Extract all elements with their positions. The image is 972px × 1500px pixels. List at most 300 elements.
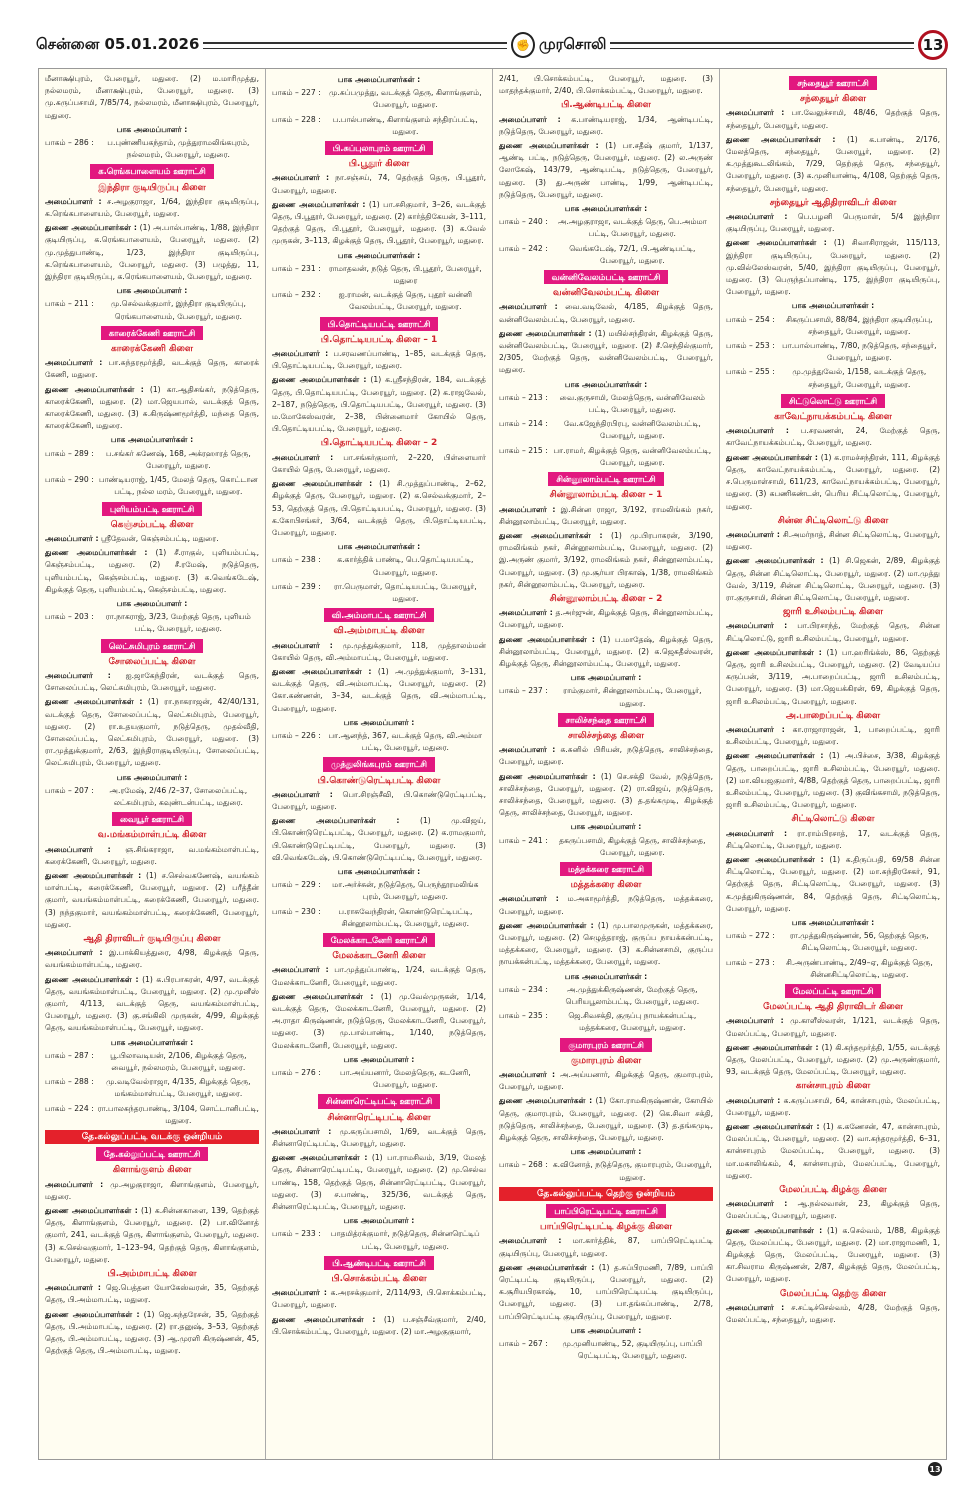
role-label: அமைப்பாளர் : (272, 173, 330, 183)
entry-text: (1) அ.முத்துக்குமார், 3–131, வடக்குத் தெரு, வி.அம்மாபட்டி, பேரையூர், மதுரை. (2) கோ.கண்ணன், 3–34, வடக்குத் தெரு, வி.அம்மாபட்டி, பேரையூர், மதுரை. (272, 666, 486, 713)
organizer-paragraph (272, 789, 486, 813)
entry-text: ப.சரவணன், 24, மேற்குத் தெரு, காவேட்நாயக்கம்பட்டி, பேரையூர், மதுரை. (726, 426, 940, 448)
section-subheading: பாக அமைப்பாளர் : (570, 673, 642, 683)
booth-agent: க.கார்த்திக் பாண்டி, பெ.தொட்டியபட்டி, பேரையூர், மதுரை. (337, 555, 474, 577)
branch-heading: சின்னூலாம்பட்டி கிளை – 1 (549, 490, 663, 501)
booth-agent: பா.ராமர், கிழக்குத் தெரு, வன்னிவேலம்பட்டி, பேரையூர், மதுரை. (553, 445, 712, 467)
booth-number: பாகம் – 267 : (499, 1339, 548, 1349)
booth-agent: பா.ஆனந்த், 367, வடக்குத் தெரு, வி.அம்மா பட்டி, பேரையூர், மதுரை. (328, 730, 483, 753)
deputy-organizers-paragraph (45, 222, 259, 283)
organizer-paragraph (272, 1126, 486, 1150)
booth-number: பாகம் – 276 : (272, 1068, 321, 1078)
booth-number: பாகம் – 227 : (272, 88, 321, 98)
organizer-paragraph (726, 107, 940, 131)
role-label: அமைப்பாளர் : (499, 302, 558, 312)
branch-heading: காரைக்கேணி கிளை (110, 344, 194, 355)
entry-text: (1) ரா.நாகராஜன், 42/40/131, வடக்குத் தெரு, சோலைப்பட்டி, லெட்சுமிபுரம், பேரையூர், மதுரை. (2) ரா.உதயகுமார், நடுத்தெரு, முதல்வீதி, சோலைப்பட்டி, லெட்சுமிபுரம், பேரையூர், மதுரை. (3) ரா.முத்துக்குமார், 2/63, இந்திராகுடியிருப்பு, சோலைப்பட்டி, லெட்சுமிபுரம், பேரையூர், மதுரை. (45, 697, 259, 768)
role-label: அமைப்பாளர் : (45, 844, 111, 854)
branch-heading: வி.அம்மாபட்டி கிளை (333, 626, 425, 637)
deputy-organizers-paragraph (272, 666, 486, 715)
organizer-paragraph (272, 640, 486, 664)
booth-agent: தகருப்பசாமி, கிழக்குத் தெரு, சாலிச்சந்தை, பேரையூர், மதுரை. (559, 835, 706, 857)
panchayat-banner: பாப்பிரெட்டிபட்டி ஊராட்சி (546, 1204, 666, 1218)
booth-entry (272, 879, 486, 903)
role-label: துணை அமைப்பாளர்கள் : (272, 199, 366, 209)
branch-heading: பாப்பிரெட்டிபட்டி கிழக்கு கிளை (540, 1222, 672, 1233)
role-label: துணை அமைப்பாளர்கள் : (726, 452, 818, 462)
page-number-badge: 13 (918, 30, 948, 60)
booth-agent: சி.அருண்பாண்டி, 2/49–ஏ, கிழக்குத் தெரு, சின்னசிட்டிலொட்டி, மதுரை. (785, 957, 933, 979)
entry-text: இ.சின்ன ராஜா, 3/192, ராமலிங்கம் நகர், சின்னூலாம்பட்டி, பேரையூர், மதுரை. (499, 504, 713, 526)
role-label: அமைப்பாளர் : (272, 965, 329, 975)
section-subheading: பாக அமைப்பாளர் : (570, 1147, 642, 1157)
booth-number: பாகம் – 255 : (726, 367, 775, 377)
entry-text: (1) பா.ஹரிங்க்ஸ், 86, தெற்குத் தெரு, ஜாரி உசிலம்பட்டி, பேரையூர், மதுரை. (2) வேடியப்ப கருப்பன், 3/119, அ.பாறைப்பட்டி, ஜாரி உசிலம்பட்டி, பேரையூர், மதுரை. (3) மா.ஜெயக்கிரன், 69, கிழக்குத் தெரு, ஜாரி உசிலம்பட்டி, பேரையூர், மதுரை. (726, 647, 940, 706)
entry-text: க.பாண்டியராஜ், 1/34, ஆண்டிபட்டி, நடுத்தெரு, பேரையூர், மதுரை. (499, 114, 713, 136)
masthead-rule (203, 42, 507, 49)
entry-text: (1) க.பாண்டி, 2/176, மேலத்தெரு, சந்தையூர், பேரையூர், மதுரை. (2) க.முத்துகூடலிங்கம், 7/29, தெற்குத் தெரு, சந்தையூர், பேரையூர், மதுரை. (3) க.முனியாண்டி, 4/108, தெற்குத் தெரு, சந்தையூர், பேரையூர், மதுரை. (726, 134, 940, 193)
deputy-organizers-paragraph (726, 854, 940, 915)
deputy-organizers-paragraph (272, 199, 486, 248)
entry-text: வை.வடிவேல், 4/185, கிழக்குத் தெரு, வன்னிவேலம்பட்டி, பேரையூர், மதுரை. (499, 302, 713, 324)
role-label: துணை அமைப்பாளர்கள் : (726, 1042, 819, 1052)
booth-number: பாகம் – 226 : (272, 730, 321, 740)
deputy-organizers-paragraph (499, 920, 713, 969)
organizer-paragraph (272, 452, 486, 476)
branch-heading: பி.அம்மாபட்டி கிளை (107, 1269, 197, 1280)
branch-heading: கெஞ்சம்பட்டி கிளை (110, 519, 194, 530)
booth-agent: ப.புண்ணியகந்தாம், முத்துராமலிங்கபுரம், நல்லமரம், பேரையூர், மதுரை. (107, 138, 250, 160)
branch-heading: சந்தையூர் ஆதிதிராவிடர் கிளை (769, 197, 897, 208)
booth-agent: பா.அய்யனார், மேலத்தெரு, கடனேரி, பேரையூர், மதுரை. (340, 1068, 471, 1090)
role-label: துணை அமைப்பாளர்கள் : (45, 1206, 138, 1216)
entry-text: (1) ப.சஞ்சீவ்குமார், 2/40, பி.சொக்கம்பட்டி, பேரையூர், மதுரை. (2) மா.அழகுகுமார், (272, 1314, 486, 1336)
role-label: துணை அமைப்பாளர்கள் : (272, 375, 367, 385)
booth-number: பாகம் – 290 : (45, 475, 94, 485)
booth-agent: வே.கஜேந்திரபிரபு, வன்னிவேலம்பட்டி, பேரையூர், மதுரை. (563, 419, 701, 441)
branch-heading: இந்திரா குடியிருப்பு கிளை (98, 182, 206, 193)
booth-entry (45, 611, 259, 635)
booth-agent: ரா.பாலசுந்தரபாண்டி, 3/104, சொட்டானிபட்டி, மதுரை. (97, 1103, 259, 1125)
deputy-organizers-paragraph (499, 140, 713, 201)
section-subheading: பாக அமைப்பாளர்கள் : (791, 301, 875, 311)
booth-entry (499, 445, 713, 469)
branch-heading: வ.மங்கம்மாள்பட்டி கிளை (97, 830, 207, 841)
entry-text: (1) சி.ஜெகன், 2/89, கிழக்குத் தெரு, சின்ன சிட்டிலொட்டி, பேரையூர், மதுரை. (2) மா.முத்து வேல், 3/119, சின்ன சிட்டிலொட்டி, பேரையூர், மதுரை. (3) ரா.குருசாமி, சின்ன சிட்டிலொட்டி, பேரையூர், மதுரை. (726, 556, 941, 602)
entry-text: (1) மயில்சந்திரன், கிழக்குத் தெரு, வன்னிவேலம்பட்டி, பேரையூர், மதுரை. (2) சீ.செந்தில்குமார், 2/305, மேற்குத் தெரு, வன்னிவேலம்பட்டி, பேரையூர், மதுரை. (499, 328, 714, 375)
panchayat-banner: வன்னிவேலம்பட்டி ஊராட்சி (544, 270, 669, 284)
booth-number: பாகம் – 242 : (499, 243, 548, 253)
role-label: துணை அமைப்பாளர்கள் : (499, 771, 596, 781)
booth-number: பாகம் – 214 : (499, 419, 548, 429)
branch-heading: மேலப்பட்டி கிழக்கு கிளை (779, 1185, 887, 1196)
entry-text: ச.அழகுராஜா, 1/64, இந்திரா குடியிருப்பு, க.ரெங்கபாளையம், பேரையூர், மதுரை. (45, 196, 259, 219)
organizer-paragraph (499, 301, 713, 325)
deputy-organizers-paragraph (45, 547, 259, 596)
panchayat-banner: பி.சுப்புலாபுரம் ஊராட்சி (325, 141, 434, 155)
booth-agent: ஜெ.சிவசக்தி, குருப்பு நாயக்கன்பட்டி, மத்தக்கரை, பேரையூர், மதுரை. (568, 1011, 697, 1033)
organizer-paragraph (499, 504, 713, 528)
entry-text: பா.சுந்தரமூர்த்தி, வடக்குத் தெரு, காரைக் கேணி, மதுரை. (45, 358, 259, 380)
section-subheading: பாக அமைப்பாளர்கள் : (110, 435, 194, 445)
booth-agent: அ.முத்துக்கிருஷ்ணன், மேற்குத் தெரு, பெரியபூலாம்பட்டி, பேரையூர், மதுரை. (565, 984, 700, 1007)
booth-entry (272, 906, 486, 930)
booth-entry (272, 1228, 486, 1252)
role-label: துணை அமைப்பாளர்கள் : (272, 1153, 368, 1163)
booth-number: பாகம் – 215 : (499, 445, 548, 455)
booth-agent: ராமாதவன், நடுத் தெரு, பி.பூதூர், பேரையூர், மதுரை (328, 263, 482, 286)
booth-entry (499, 1010, 713, 1034)
booth-number: பாகம் – 237 : (499, 686, 548, 696)
organizer-paragraph (499, 114, 713, 138)
booth-entry (45, 1076, 259, 1100)
booth-entry (272, 87, 486, 111)
organizer-paragraph (726, 620, 940, 644)
booth-agent: வெங்கடேஷ், 72/1, பி.ஆண்டிபட்டி, பேரையூர், மதுரை. (569, 243, 696, 265)
branch-heading: சின்னாரெட்டிபட்டி கிளை (327, 1112, 431, 1123)
entry-text: (1) பா.ராமசிவம், 3/19, மேலத் தெரு, சின்னாரெட்டிபட்டி, பேரையூர், மதுரை. (2) மு.செல்வ பாண்டி, 158, தெற்குத் தெரு, சின்னாரெட்டிபட்டி, பேரையூர், மதுரை. (3) ச.பாண்டி, 325/36, வடக்குத் தெரு, சின்னாரெட்டிபட்டி, பேரையூர், மதுரை. (272, 1153, 486, 1212)
role-label: அமைப்பாளர் : (726, 212, 788, 222)
entry-text: (1) சீ.ராகுல், புளியம்பட்டி, கெஞ்சம்பட்டி, மதுரை. (2) சீ.ரமேஷ், நடுத்தெரு, புளியம்பட்டி, கெஞ்சம்பட்டி, மதுரை. (3) க.வெங்கடேஷ், கிழக்குத் தெரு, புளியம்பட்டி, கெஞ்சம்பட்டி, மதுரை. (45, 548, 259, 594)
deputy-organizers-paragraph (45, 870, 259, 931)
role-label: துணை அமைப்பாளர்கள் : (45, 223, 137, 233)
section-subheading: பாக அமைப்பாளர் : (116, 124, 188, 134)
role-label: அமைப்பாளர் : (272, 452, 334, 462)
section-subheading: பாக அமைப்பாளர்கள் : (337, 75, 421, 84)
role-label: அமைப்பாளர் : (272, 640, 333, 650)
deputy-organizers-paragraph (726, 1225, 940, 1286)
organizer-paragraph (45, 1179, 259, 1203)
booth-agent: மு.சுப்பமுத்து, வடக்குத் தெரு, கிளாங்குளம், பேரையூர், மதுரை. (329, 88, 482, 110)
booth-entry (726, 957, 940, 981)
section-subheading: பாக அமைப்பாளர் : (116, 598, 188, 608)
section-subheading: பாக அமைப்பாளர்கள் : (791, 918, 875, 927)
role-label: துணை அமைப்பாளர்கள் : (726, 134, 836, 144)
masthead (36, 30, 948, 60)
deputy-organizers-paragraph (272, 1314, 486, 1338)
entry-text: மீனாக்ஷிபுரம், பேரையூர், மதுரை. (2) ம.மாரிமுத்து, நல்லமரம், மீனாக்ஷிபுரம், பேரையூர், மதுரை. (3) மு.கருப்பசாமி, 7/85/74, நல்லமரம், மீனாக்ஷிபுரம், பேரையூர், மதுரை. (45, 74, 259, 120)
entry-text: ஞ.சிங்கராஜா, வ.மங்கம்மாள்பட்டி, கரைக்கேணி, பேரையூர், மதுரை. (45, 844, 259, 866)
role-label: அமைப்பாளர் : (726, 108, 785, 118)
booth-number: பாகம் – 241 : (499, 835, 548, 845)
booth-entry (272, 554, 486, 578)
booth-entry (499, 1159, 713, 1183)
entry-text: பெ.பழனி பெருமாள், 5/4 இந்திரா குடியிருப்பு, பேரையூர், மதுரை. (726, 212, 940, 234)
panchayat-banner: வையூர் ஊராட்சி (112, 812, 192, 826)
deputy-organizers-paragraph (726, 1042, 940, 1079)
role-label: அமைப்பாளர் : (499, 1236, 562, 1246)
role-label: துணை அமைப்பாளர்கள் : (499, 328, 592, 338)
entry-text: மா.கார்த்திக், 87, பாப்பிரெட்டிபட்டி குடியிருப்பு, பேரையூர், மதுரை. (499, 1236, 713, 1258)
booth-entry (499, 984, 713, 1008)
section-subheading: பாக அமைப்பாளர்கள் : (110, 1037, 194, 1047)
booth-agent: ரா.முத்துகிருஷ்ணன், 56, தெற்குத் தெரு, சிட்டிலொட்டி, பேரையூர், மதுரை. (789, 931, 929, 953)
role-label: அமைப்பாளர் : (726, 1302, 785, 1312)
organizer-paragraph (499, 744, 713, 768)
section-subheading: பாக அமைப்பாளர்கள் : (564, 379, 648, 389)
branch-heading: மேலப்பட்டி தெற்கு கிளை (779, 1288, 887, 1299)
entry-text: ஜெ.பெத்தன யோகேஸ்வரன், 35, தெற்குத் தெரு, பி.அம்மாபட்டி, மதுரை. (45, 1283, 259, 1305)
branch-heading: மேலக்காடனேரி கிளை (332, 951, 426, 962)
booth-entry (272, 581, 486, 605)
role-label: அமைப்பாளர் : (45, 1283, 101, 1293)
branch-heading: கிளாங்குளம் கிளை (112, 1165, 192, 1176)
entry-text: ச.சட்டிச்செல்வம், 4/28, மேற்குத் தெரு, மேலப்பட்டி, சந்தையூர், மதுரை. (726, 1302, 940, 1325)
booth-entry (45, 298, 259, 322)
booth-number: பாகம் – 232 : (272, 290, 321, 300)
panchayat-banner: பி.தொட்டியபட்டி ஊராட்சி (320, 317, 439, 331)
booth-number: பாகம் – 203 : (45, 612, 94, 622)
role-label: அமைப்பாளர் : (726, 724, 785, 734)
booth-entry (272, 289, 486, 313)
panchayat-banner: புளியம்பட்டி ஊராட்சி (102, 502, 202, 516)
booth-number: பாகம் – 238 : (272, 555, 321, 565)
deputy-organizers-paragraph (499, 530, 713, 591)
organizer-paragraph (499, 1235, 713, 1259)
organizer-paragraph (499, 1069, 713, 1093)
organizer-paragraph (499, 893, 713, 917)
organizer-paragraph (726, 724, 940, 748)
entry-text: இ.பாக்கியத்துரை, 4/98, கிழக்குத் தெரு, வயங்கம்மாள்பட்டி, மதுரை. (45, 948, 260, 970)
entry-text: பா.வேலுச்சாமி, 48/46, தெற்குத் தெரு, சந்தையூர், பேரையூர், மதுரை. (726, 108, 940, 130)
booth-agent: ரா.நாகராஜ், 3/23, மேற்குத் தெரு, புளியம் பட்டி, பேரையூர், மதுரை. (105, 612, 251, 634)
role-label: அமைப்பாளர் : (45, 196, 102, 206)
branch-heading: சின்னூலாம்பட்டி கிளை – 2 (549, 593, 663, 604)
booth-entry (45, 785, 259, 809)
deputy-organizers-paragraph (499, 1262, 713, 1323)
role-label: அமைப்பாளர் : (45, 1179, 104, 1189)
section-subheading: பாக அமைப்பாளர்கள் : (564, 204, 648, 214)
booth-agent: ஐ.ராமன், வடக்குத் தெரு, புதூர் வன்னி வேலம்பட்டி, பேரையூர், மதுரை. (338, 290, 473, 312)
entry-text: 2/41, பி.சொக்கம்பட்டி, பேரையூர், மதுரை. (3) மாதந்தக்குமார், 2/40, பி.சொக்கம்பட்டி, பேரையூர், மதுரை. (499, 74, 713, 96)
booth-number: பாகம் – 207 : (45, 785, 94, 795)
role-label: துணை அமைப்பாளர்கள் : (272, 991, 374, 1001)
role-label: துணை அமைப்பாளர்கள் : (499, 634, 595, 644)
role-label: துணை அமைப்பாளர்கள் : (726, 854, 824, 864)
entry-text: க.கருப்பசாமி, 64, கான்சாபுரம், மேலப்பட்டி, பேரையூர், மதுரை. (726, 1095, 940, 1117)
booth-number: பாகம் – 286 : (45, 138, 94, 148)
masthead-rule (610, 42, 914, 49)
entry-text: (1) கி.கந்தமூர்த்தி, 1/55, வடக்குத் தெரு, மேலப்பட்டி, பேரையூர், மதுரை. (2) மு.அருண்குமார், 93, வடக்குத் தெரு, மேலப்பட்டி, பேரையூர், மதுரை. (726, 1042, 941, 1077)
role-label: அமைப்பாளர் : (272, 349, 329, 359)
booth-number: பாகம் – 234 : (499, 984, 548, 994)
entry-text: ஸ்ரீதேவன், கெஞ்சம்பட்டி, மதுரை. (100, 533, 219, 543)
role-label: அமைப்பாளர் : (499, 608, 553, 618)
entry-text: (1) பா.சசிகுமார், 3–26, வடக்குத் தெரு, பி.பூதூர், பேரையூர், மதுரை. (2) கார்த்திகேயன், 3–111, தெற்குத் தெரு, பி.பூதூர், பேரையூர், மதுரை. (3) க.வேல் முருகன், 3–113, கிழக்குத் தெரு, பி.பூதூர், பேரையூர், மதுரை. (272, 199, 487, 246)
role-label: துணை அமைப்பாளர்கள் : (45, 697, 143, 707)
role-label: துணை அமைப்பாளர்கள் : (726, 238, 827, 248)
entry-text: (1) அ.பால்பாண்டி, 1/88, இந்திரா குடியிருப்பு, க.ரெங்கபாளையம், பேரையூர், மதுரை. (2) மு.முத்துபாண்டி, 1/23, இந்திரா குடியிருப்பு, க.ரெங்கபாளையம், பேரையூர், மதுரை. (3) பழுத்து, 11, இந்திரா குடியிருப்பு, க.ரெங்கபாளையம், பேரையூர், மதுரை. (45, 223, 259, 282)
entry-text: (1) க.பிரபாகரன், 4/97, வடக்குத் தெரு, வயங்கம்மாள்பட்டி, பேரையூர், மதுரை. (2) மு.முனீஸ் குமார், 4/113, வடக்குத் தெரு, வயங்கம்மாள்பட்டி, பேரையூர், மதுரை. (3) கு.சங்கிலி முருகன், 4/99, கிழக்குத் தெரு, வயங்கம்மாள்பட்டி, பேரையூர், மதுரை. (45, 974, 259, 1033)
booth-agent: அ.அழகுராஜா, வடக்குத் தெரு, பெ.அம்மா பட்டி, பேரையூர், மதுரை. (558, 217, 707, 239)
entry-text: (1) க.ஸ்ரீசந்திரன், 184, வடக்குத் தெரு, பி.தொட்டியபட்டி, பேரையூர், மதுரை. (2) க.ராஜவேல், 2–187, நடுத்தெரு, பி.தொட்டியபட்டி, பேரையூர், மதுரை. (3) ம.மோகேஸ்வரன், 2–38, பின்னைமார் கோயில் தெரு, பி.தொட்டியபட்டி, பேரையூர், மதுரை. (272, 375, 486, 434)
entry-text: பா.பிரசாந்த், மேற்குத் தெரு, சின்ன சிட்டிலொட்டு, ஜாரி உசிலம்பட்டி, பேரையூர், மதுரை. (726, 621, 940, 643)
booth-number: பாகம் – 240 : (499, 217, 548, 227)
entry-text: சு.சுனில் பிரியன், நடுத்தெரு, சாலிச்சந்தை, பேரையூர், மதுரை. (499, 745, 713, 767)
role-label: அமைப்பாளர் : (45, 358, 103, 368)
role-label: அமைப்பாளர் : (499, 1070, 556, 1080)
booth-entry (499, 216, 713, 240)
booth-agent: ராம்குமார், சின்னூலாம்பட்டி, பேரையூர், மதுரை. (563, 686, 702, 708)
role-label: அமைப்பாளர் : (45, 533, 99, 543)
panchayat-banner: மேலப்பட்டி ஊராட்சி (785, 984, 882, 998)
panchayat-banner: முத்துலிங்கபுரம் ஊராட்சி (323, 757, 435, 771)
role-label: துணை அமைப்பாளர்கள் : (726, 1122, 820, 1132)
booth-agent: வை.குருசாமி, மேலத்தெரு, வன்னிவேலம் பட்டி, பேரையூர், மதுரை. (559, 392, 706, 415)
branch-heading: மத்தக்கரை கிளை (570, 880, 642, 891)
booth-entry (272, 263, 486, 287)
entry-text: (1) ப.மாதேஷ், கிழக்குத் தெரு, சின்னூலாம்பட்டி, பேரையூர், மதுரை. (2) க.ஜெகதீஸ்வரன், கிழக்குத் தெரு, சின்னூலாம்பட்டி, பேரையூர், மதுரை. (499, 634, 713, 668)
panchayat-banner: பி.ஆண்டிபட்டி ஊராட்சி (324, 1256, 434, 1270)
panchayat-banner: சின்னாரெட்டிபட்டி ஊராட்சி (318, 1094, 440, 1108)
union-banner: தே.கல்லுப்பட்டி வடக்கு ஒன்றியம் (45, 1130, 259, 1144)
organizer-paragraph (272, 348, 486, 372)
section-subheading: பாக அமைப்பாளர் : (343, 1054, 415, 1064)
entry-text: (1) க.சின்னகாளை, 139, தெற்குத் தெரு, கிளாங்குளம், பேரையூர், மதுரை. (2) பா.வினோத் குமார், 241, வடக்குத் தெரு, கிளாங்குளம், பேரையூர், மதுரை. (3) க.செல்வகுமார், 1–123–94, தெற்குத் தெரு, கிளாங்குளம், பேரையூர், மதுரை. (45, 1206, 260, 1264)
booth-number: பாகம் – 239 : (272, 581, 321, 591)
entry-text: பொ.சிரஞ்சீவி, பி.கொண்டுரெட்டிபட்டி, பேரையூர், மதுரை. (272, 789, 486, 811)
booth-entry (45, 137, 259, 161)
role-label: துணை அமைப்பாளர்கள் : (499, 1096, 593, 1106)
booth-agent: அ.ரமேஷ், 2/46 /2–37, சோலைப்பட்டி, லட்சுமிபுரம், கவுண்டன்பட்டி, மதுரை. (109, 785, 248, 807)
deputy-organizers-paragraph (726, 134, 940, 195)
branch-heading: குமாரபுரம் கிளை (570, 1055, 642, 1066)
booth-agent: க.வினோத், நடுத்தெரு, குமாரபுரம், பேரையூர், மதுரை. (552, 1160, 712, 1182)
entry-text: (1) மு.வேல்முருகன், 1/14, வடக்குத் தெரு, மேலக்காடனேரி, பேரையூர், மதுரை. (2) அ.ராதா கிருஷ்ணன், நடுத்தெரு, மேலக்காடனேரி, பேரையூர், மதுரை. (3) மு.பால்பாண்டி, 1/140, நடுத்தெரு, மேலக்காடனேரி, பேரையூர், மதுரை. (272, 991, 486, 1050)
role-label: துணை அமைப்பாளர்கள் : (499, 1262, 595, 1272)
organizer-paragraph (726, 425, 940, 449)
role-label: அமைப்பாளர் : (499, 504, 556, 514)
booth-number: பாகம் – 229 : (272, 880, 321, 890)
role-label: அமைப்பாளர் : (726, 1016, 784, 1026)
entry-text: (1) செ.சக்தி வேல், நடுத்தெரு, சாலிச்சந்தை, பேரையூர், மதுரை. (2) ரா.விஜய், நடுத்தெரு, சாலிச்சந்தை, பேரையூர், மதுரை. (3) த.தங்கமுடி, கிழக்குத் தெரு, சாலிச்சந்தை, பேரையூர், மதுரை. (499, 771, 714, 818)
deputy-organizers-paragraph (499, 771, 713, 820)
branch-heading: காவேட்நாயக்கம்பட்டி கிளை (774, 412, 892, 423)
role-label: துணை அமைப்பாளர்கள் : (499, 530, 603, 540)
entry-text: ஐ.ஜாகேந்திரன், வடக்குத் தெரு, சோலைப்பட்டி, லெட்சுமிபுரம், பேரையூர், மதுரை. (45, 670, 259, 693)
booth-entry (272, 114, 486, 138)
booth-agent: பாதமித்ரக்குமார், நடுத்தெரு, சின்னரெட்டிப் பட்டி, பேரையூர், மதுரை. (330, 1229, 480, 1251)
deputy-organizers-paragraph (45, 384, 259, 433)
booth-number: பாகம் – 211 : (45, 299, 94, 309)
booth-agent: பாண்டியராஜ், 1/45, மேலத் தெரு, கொட்டான பட்டி, நல்ல மரம், பேரையூர், மதுரை. (98, 475, 258, 497)
booth-agent: ப.ராசுவேந்திரன், கொண்டுரெட்டிபட்டி, சின்னூலாம்பட்டி, பேரையூர், மதுரை. (338, 906, 473, 928)
entry-text: ரா.ராம்பிரசாத், 17, வடக்குத் தெரு, சிட்டிலொட்டி, பேரையூர், மதுரை. (726, 828, 940, 850)
booth-number: பாகம் – 224 : (45, 1103, 94, 1113)
entry-text: (1) க.ராமச்சந்திரன், 111, கிழக்குத் தெரு, காவேட்நாயக்கம்பட்டி, பேரையூர், மதுரை. (2) ச.பெருமாள்சாமி, 611/23, காவேட்நாயக்கம்பட்டி, பேரையூர், மதுரை. (3) கபணிகண்டன், பெரிய சிட்டிலொட்டி, பேரையூர், மதுரை. (726, 452, 940, 511)
role-label: துணை அமைப்பாளர்கள் : (45, 974, 139, 984)
entry-text: (1) ஜெ.கந்தரேசன், 35, தெற்குத் தெரு, பி.அம்மாபட்டி, மதுரை. (2) ரா.தனுஷ், 3–53, தெற்குத் தெரு, பி.அம்மாபட்டி, மதுரை. (3) ஆ.முரளி கிருஷ்ணன், 45, தெற்குத் தெரு, பி.அம்மாபட்டி, மதுரை. (45, 1309, 259, 1356)
booth-number: பாகம் – 231 : (272, 263, 321, 273)
panchayat-banner: தே.கல்லுப்பட்டி ஊராட்சி (96, 1147, 209, 1161)
organizer-paragraph (726, 1198, 940, 1222)
booth-number: பாகம் – 289 : (45, 448, 94, 458)
organizer-paragraph (726, 529, 940, 553)
deputy-organizers-paragraph (726, 647, 940, 708)
booth-agent: மு.வடிவேல்ராஜா, 4/135, கிழக்குத் தெரு, மங்கம்மாள்பட்டி, பேரையூர், மதுரை. (106, 1077, 251, 1099)
role-label: அமைப்பாளர் : (726, 426, 789, 436)
section-subheading: பாக அமைப்பாளர் : (343, 717, 415, 727)
booth-entry (499, 835, 713, 859)
entry-text: (1) கோ.ராமகிருஷ்ணன், கோயில் தெரு, குமாரபுரம், பேரையூர், மதுரை. (2) கெ.சிவா சக்தி, நடுத்தெரு, சாலிச்சந்தை, பேரையூர், மதுரை. (3) த.தங்கமுடி, கிழக்குத் தெரு, சாலிச்சந்தை, பேரையூர், மதுரை. (499, 1096, 713, 1143)
deputy-organizers-paragraph (499, 328, 713, 377)
booth-agent: மா.அர்ச்சுன், நடுத்தெரு, பெருந்தூரமலிங்க புரம், பேரையூர், மதுரை. (332, 880, 479, 902)
panchayat-banner: மத்தக்கரை ஊராட்சி (560, 862, 652, 876)
organizer-paragraph (726, 1095, 940, 1119)
role-label: துணை அமைப்பாளர்கள் : (499, 141, 599, 151)
booth-entry (726, 930, 940, 954)
role-label: துணை அமைப்பாளர்கள் : (45, 870, 142, 880)
entry-text: (1) க.செல்வம், 1/88, கிழக்குத் தெரு, மேலப்பட்டி, பேரையூர், மதுரை. (2) மா.ராஜாமணி, 1, கிழக்குத் தெரு, மேலப்பட்டி, பேரையூர், மதுரை. (3) கா.சிவராம கிருஷ்ணன், 2/87, கிழக்குத் தெரு, மேலப்பட்டி, பேரையூர், மதுரை. (726, 1225, 940, 1284)
booth-agent: ப.சங்கர் கணேஷ், 168, அக்ரஹாரத் தெரு, பேரையூர், மதுரை. (105, 448, 251, 470)
booth-number: பாகம் – 268 : (499, 1160, 548, 1170)
organizer-paragraph (45, 1282, 259, 1306)
role-label: அமைப்பாளர் : (726, 529, 780, 539)
branch-heading: ஜாரி உசிலம்பட்டி கிளை (783, 607, 883, 618)
booth-entry (499, 1338, 713, 1362)
entry-text: (1) க.திருப்பதி, 69/58 சின்ன சிட்டிலொட்டி, பேரையூர், மதுரை. (2) மா.சுந்திரசேகர், 91, தெற்குத் தெரு, சிட்டிலொட்டி, பேரையூர், மதுரை. (3) க.முத்துகிருஷ்ணன், 84, தெற்குத் தெரு, சிட்டிலொட்டி, பேரையூர், மதுரை. (726, 854, 940, 913)
entry-text: (1) மு.பிரபாகரன், 3/190, ராமலிங்கம் நகர், சின்னூலாம்பட்டி, பேரையூர், மதுரை. (2) இ.அருண் குமார், 3/192, ராமலிங்கம் நகர், சின்னூலாம்பட்டி, பேரையூர், மதுரை. (3) மு.சூர்யா பிரகாஷ், 1/38, ராமலிங்கம் நகர், சின்னூலாம்பட்டி, பேரையூர், மதுரை. (499, 530, 713, 589)
entry-text: அ.அய்யனார், கிழக்குத் தெரு, குமாரபுரம், பேரையூர், மதுரை. (499, 1070, 713, 1092)
booth-number: பாகம் – 273 : (726, 957, 775, 967)
branch-heading: மேலப்பட்டி ஆதி திராவிடர் கிளை (763, 1002, 903, 1013)
footer-page-number: 13 (928, 1462, 942, 1476)
entry-text: (1) மு.பாலமுருகன், மத்தக்கரை, பேரையூர், மதுரை. (2) செழுத்தராஜ், குருப்ப நாயக்கன்பட்டி, மத்தக்கரை, பேரையூர், மதுரை. (3) க.சின்னசாமி, குருப்ப நாயக்கன்பட்டி, மத்தக்கரை, பேரையூர், மதுரை. (499, 920, 714, 967)
role-label: அமைப்பாளர் : (45, 670, 111, 680)
role-label: துணை அமைப்பாளர்கள் : (726, 751, 824, 761)
booth-number: பாகம் – 288 : (45, 1077, 94, 1087)
column-4 (720, 69, 946, 1459)
section-subheading: பாக அமைப்பாளர் : (116, 772, 188, 782)
booth-entry (499, 243, 713, 267)
organizer-paragraph (272, 172, 486, 196)
entry-text: (1) சி.முத்துப்பாண்டி, 2–62, கிழக்குத் தெரு, பேரையூர், மதுரை. (2) க.செல்வக்குமார், 2–53, தெற்குத் தெரு, பி.தொட்டியபட்டி, பேரையூர், மதுரை. (3) க.கோபிசங்கர், 3/64, வடக்குத் தெரு, பி.தொட்டியபட்டி, பேரையூர், மதுரை. (272, 479, 486, 537)
panchayat-banner: மேலக்காடனேரி ஊராட்சி (323, 933, 436, 947)
entry-text: (1) பா.சதீஷ் குமார், 1/137, ஆண்டி பட்டி, நடுத்தெரு, பேரையூர், மதுரை. (2) ல.அருண் லோகேஷ், 143/79, ஆண்டிபட்டி, நடுத்தெரு, பேரையூர், மதுரை. (3) து.அருண் பாண்டி, 1/99, ஆண்டிபட்டி, நடுத்தெரு, பேரையூர், மதுரை. (499, 141, 713, 199)
panchayat-banner: சின்னூலாம்பட்டி ஊராட்சி (548, 472, 663, 486)
deputy-organizers-paragraph (272, 1152, 486, 1213)
deputy-organizers-paragraph (272, 374, 486, 435)
booth-entry (45, 1103, 259, 1127)
panchayat-banner: வி.அம்மாபட்டி ஊராட்சி (324, 608, 435, 622)
booth-number: பாகம் – 228 : (272, 114, 321, 124)
deputy-organizers-paragraph (272, 815, 486, 864)
entry-text: (1) மு.விஜய், பி.கொண்டுரெட்டிபட்டி, பேரையூர், மதுரை. (2) க.ராமகுமார், பி.கொண்டுரெட்டிபட்டி, பேரையூர், மதுரை. (3) வி.வெங்கடேஷ், பி.கொண்டுரெட்டிபட்டி, பேரையூர், மதுரை. (272, 816, 487, 862)
panchayat-banner: சிட்டுலொட்டு ஊராட்சி (781, 394, 885, 408)
union-banner: தே.கல்லுப்பட்டி தெற்கு ஒன்றியம் (499, 1187, 713, 1201)
booth-number: பாகம் – 235 : (499, 1011, 548, 1021)
role-label: அமைப்பாளர் : (499, 894, 559, 904)
deputy-organizers-paragraph (726, 452, 940, 513)
role-label: துணை அமைப்பாளர்கள் : (45, 548, 148, 558)
branch-heading: பி.பூதூர் கிளை (348, 159, 410, 170)
entry-text: ஆ.நல்லவான், 23, கிழக்குத் தெரு, மேலப்பட்டி, பேரையூர், மதுரை. (726, 1199, 940, 1221)
murasoli-logo-icon: ✊ (511, 32, 535, 58)
organizer-paragraph (45, 844, 259, 868)
booth-entry (726, 366, 940, 390)
entry-text: (1) அ.பிச்சை, 3/38, கிழக்குத் தெரு, பாறைப்பட்டி, ஜாரி உசிலம்பட்டி, பேரையூர், மதுரை. (2) மா.வியஜகுமார், 4/88, தெற்குத் தெரு, பாறைப்பட்டி, ஜாரி உசிலம்பட்டி, பேரையூர், மதுரை. (3) குவிங்கசாமி, நடுத்தெரு, ஜாரி உசிலம்பட்டி, பேரையூர், மதுரை. (726, 751, 940, 810)
entry-text: (1) கா.ஆதிசங்கர், நடுத்தெரு, காரைக்கேணி, மதுரை. (2) மா.ஜெயபால், வடக்குத் தெரு, காரைக்கேணி, மதுரை. (3) சு.கிருஷ்ணமூர்த்தி, மந்தை தெரு, காரைக்கேணி, மதுரை. (45, 384, 259, 431)
role-label: துணை அமைப்பாளர்கள் : (45, 1309, 140, 1319)
booth-entry (272, 1067, 486, 1091)
role-label: துணை அமைப்பாளர்கள் : (726, 1225, 823, 1235)
entry-text: சி.அமர்நாத், சின்ன சிட்டிலொட்டி, பேரையூர், மதுரை. (726, 529, 940, 552)
deputy-organizers-paragraph (726, 750, 940, 811)
role-label: அமைப்பாளர் : (499, 114, 561, 124)
section-subheading: பாக அமைப்பாளர்கள் : (337, 542, 421, 552)
booth-entry (726, 340, 940, 364)
role-label: அமைப்பாளர் : (726, 828, 788, 838)
